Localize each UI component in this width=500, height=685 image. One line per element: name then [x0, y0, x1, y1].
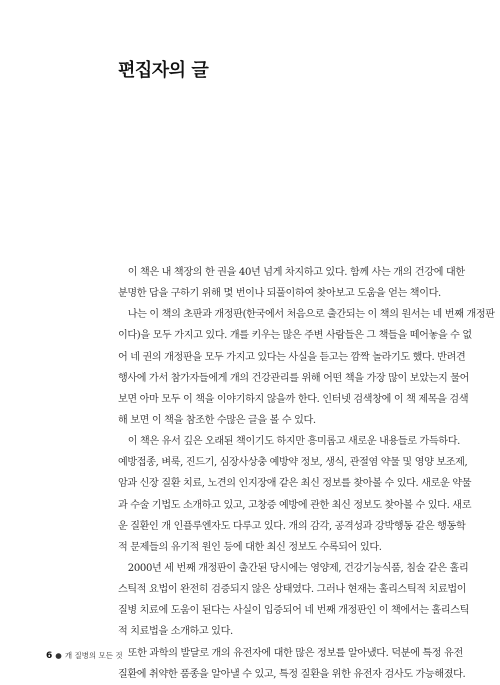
- text-line: 이 책은 내 책장의 한 권을 40년 넘게 차지하고 있다. 함께 사는 개의 건강에 대한: [118, 267, 465, 278]
- text-line: 질병 치료에 도움이 된다는 사실이 입증되어 네 번째 개정판인 이 책에서는 홀리스틱: [118, 605, 470, 617]
- text-line: 보면 아마 모두 이 책을 이야기하지 않을까 한다. 인터넷 검색창에 이 책 제목을 검색: [118, 393, 469, 405]
- text-line: 이 책은 유서 깊은 오래된 책이기도 하지만 흥미롭고 새로운 내용들로 가득하다.: [118, 436, 461, 448]
- page-number: 6: [46, 651, 53, 661]
- body-text: [118, 262, 495, 685]
- text-line: 2000년 세 번째 개정판이 출간된 당시에는 영양제, 건강기능식품, 침술 같은 홀리: [118, 562, 469, 574]
- text-line: 나는 이 책의 초판과 개정판(한국에서 처음으로 출간되는 이 책의 원서는 네 번째 개정판: [118, 309, 495, 321]
- separator-dot: ●: [55, 651, 62, 660]
- text-line: 어 네 권의 개정판을 모두 가지고 있다는 사실을 듣고는 깜짝 놀라기도 했다. 반려견: [118, 351, 466, 363]
- text-line: 적 문제들의 유기적 원인 등에 대한 최신 정보도 수록되어 있다.: [118, 541, 382, 553]
- text-line: 이다)을 모두 가지고 있다. 개를 키우는 많은 주변 사람들은 그 책들을 떼어놓을 수 없: [118, 330, 472, 342]
- text-line: 해 보면 이 책을 참조한 수많은 글을 볼 수 있다.: [118, 414, 316, 426]
- text-line: 운 질환인 개 인플루엔자도 다루고 있다. 개의 감각, 공격성과 강박행동 같은 행동학: [118, 520, 466, 532]
- text-line: 암과 신장 질환 치료, 노견의 인지장애 같은 최신 정보를 찾아볼 수 있다. 새로운 약물: [118, 478, 472, 490]
- text-line: 적 치료법을 소개하고 있다.: [118, 626, 233, 638]
- running-book-title: 개 질병의 모든 것: [64, 651, 123, 660]
- page-footer: [46, 650, 123, 661]
- text-line: 과 수술 기법도 소개하고 있고, 고창증 예방에 관한 최신 정보도 찾아볼 수 있다. 새로: [118, 499, 472, 511]
- text-line: 스틱적 요법이 완전히 검증되지 않은 상태였다. 그러나 현재는 홀리스틱적 치료법이: [118, 584, 467, 596]
- page-title: 편집자의 글: [118, 60, 209, 81]
- text-line: 또한 과학의 발달로 개의 유전자에 대한 많은 정보를 알아냈다. 덕분에 특정 유전: [118, 647, 463, 659]
- text-line: 예방접종, 벼룩, 진드기, 심장사상충 예방약 정보, 생식, 관절염 약물 및 영양 보조제,: [118, 457, 468, 469]
- text-line: 행사에 가서 참가자들에게 개의 건강관리를 위해 어떤 책을 가장 많이 보았는지 물어: [118, 372, 470, 384]
- text-line: 질환에 취약한 품종을 알아낼 수 있고, 특정 질환을 위한 유전자 검사도 가능해졌다.: [118, 668, 466, 680]
- text-line: 분명한 답을 구하기 위해 몇 번이나 되풀이하여 찾아보고 도움을 얻는 책이다.: [118, 288, 441, 300]
